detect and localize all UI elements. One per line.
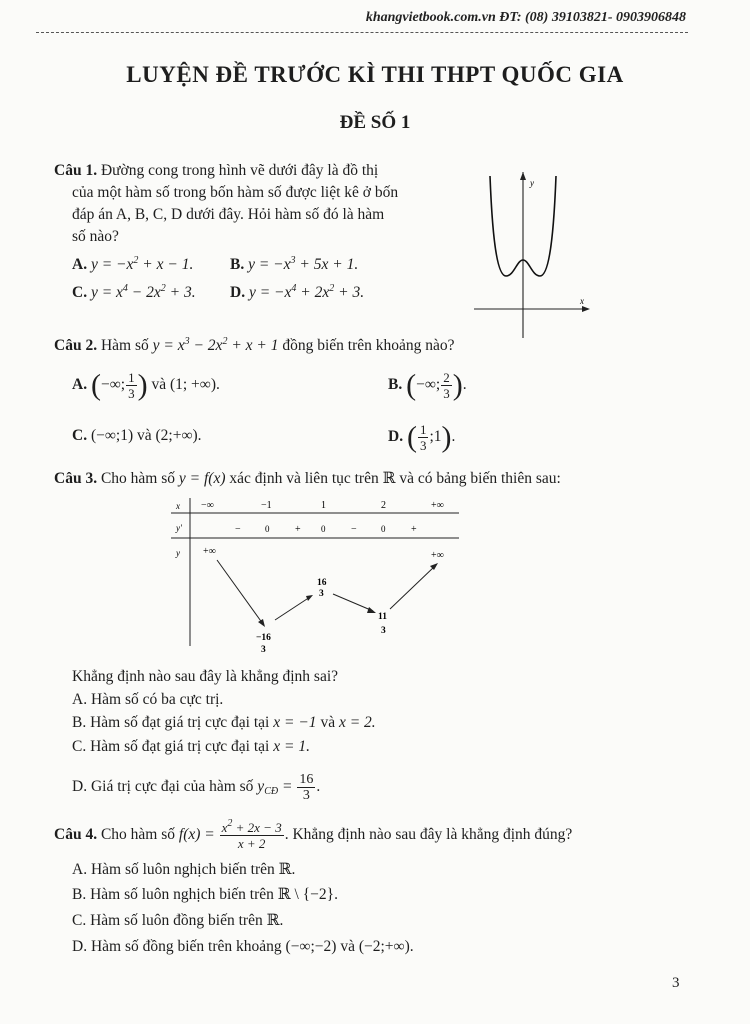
q3-option-c-text: C. Hàm số đạt giá trị cực đại tại: [72, 738, 270, 755]
vt-arrow-4: [390, 566, 435, 609]
vt-min2-num: 11: [378, 612, 387, 622]
q2-option-a-label: A.: [72, 376, 88, 394]
vt-arrow-1: [217, 560, 263, 624]
q4-option-a[interactable]: A. Hàm số luôn nghịch biến trên ℝ.: [72, 861, 296, 878]
q2-option-c[interactable]: C. (−∞;1) và (2;+∞).: [72, 427, 202, 444]
q3-option-b[interactable]: B. Hàm số đạt giá trị cực đại tại x = −1 và x = 2.: [72, 714, 376, 731]
q2-option-c-va: và: [137, 427, 152, 444]
vt-y-right: +∞: [431, 550, 444, 561]
q4-label: Câu 4.: [54, 826, 98, 844]
vt-max-num: 16: [317, 578, 327, 588]
q3-text-b: xác định và liên tục trên: [229, 470, 379, 487]
vt-y-left: +∞: [203, 546, 216, 557]
q4-option-b[interactable]: B. Hàm số luôn nghịch biến trên ℝ \ {−2}.: [72, 886, 338, 903]
q2-option-a-va: và: [151, 376, 167, 394]
q3-stem: Câu 3. Cho hàm số y = f(x) xác định và liên tục trên ℝ và có bảng biến thiên sau:: [54, 470, 561, 487]
page-number: 3: [672, 975, 680, 991]
q1-option-b[interactable]: B. $y = -x^3 + 5x + 1$.: [230, 255, 359, 273]
q1-option-b-label: B.: [230, 256, 245, 273]
graph-x-label: x: [580, 296, 584, 306]
vt-sign-3: 0: [321, 524, 326, 534]
q3-label: Câu 3.: [54, 470, 98, 487]
q3-option-b-va: và: [320, 714, 336, 731]
q1-text-2: của một hàm số trong bốn hàm số được liệt kê ở bốn: [72, 184, 399, 201]
vt-sign-4: −: [351, 524, 357, 535]
vt-row-y: y: [176, 548, 180, 558]
page-header: khangvietbook.com.vn ĐT: (08) 39103821- 0903906848: [365, 10, 686, 25]
q2-option-d-label: D.: [388, 428, 404, 446]
variation-table: [165, 494, 465, 656]
vt-arrow-3: [333, 594, 373, 611]
q3-option-b-text: B. Hàm số đạt giá trị cực đại tại: [72, 714, 270, 731]
q1-text-4: số nào?: [72, 228, 119, 245]
q3-option-a[interactable]: A. Hàm số có ba cực trị.: [72, 691, 224, 708]
q1-line-1: [54, 160, 378, 182]
q3-text-a: Cho hàm số: [100, 470, 176, 487]
q3-option-c[interactable]: C. Hàm số đạt giá trị cực đại tại x = 1.: [72, 738, 310, 755]
vt-x-1: −1: [261, 500, 272, 511]
graph-x-arrow: [582, 306, 590, 312]
q4-option-d-va: và: [340, 938, 355, 955]
vt-min2-den: 3: [381, 626, 386, 636]
q2-option-b-label: B.: [388, 376, 403, 394]
vt-min1-num: −16: [256, 633, 271, 643]
q2-option-a[interactable]: A. (−∞; $\frac{1}{3}$ ) và (1; +∞).: [72, 368, 220, 402]
vt-row-yp: y': [176, 523, 182, 533]
vt-sign-1: 0: [265, 524, 270, 534]
vt-row-x: x: [176, 501, 180, 511]
vt-sign-0: −: [235, 524, 241, 535]
q4-option-c[interactable]: C. Hàm số luôn đồng biến trên ℝ.: [72, 912, 284, 929]
q4-text-b: . Khẳng định nào sau đây là khẳng định đúng?: [284, 826, 573, 844]
header-rule: [36, 32, 688, 33]
q1-option-d-label: D.: [230, 284, 246, 301]
q1-option-c[interactable]: C. $y = x^4 - 2x^2 + 3$.: [72, 283, 196, 301]
vt-x-3: 2: [381, 500, 386, 511]
q1-option-c-label: C.: [72, 284, 88, 301]
q3-text-c: và có bảng biến thiên sau:: [399, 470, 561, 487]
q2-option-d[interactable]: D. ( $\frac{1}{3}$ ;1).: [388, 420, 456, 454]
q2-option-b[interactable]: B. (−∞; $\frac{2}{3}$ ).: [388, 368, 467, 402]
q4-text-a: Cho hàm số: [100, 826, 176, 844]
q2-option-c-label: C.: [72, 427, 88, 444]
q1-option-a[interactable]: A. $y = -x^2 + x - 1$.: [72, 255, 194, 273]
vt-sign-2: +: [295, 524, 301, 535]
vt-sign-6: +: [411, 524, 417, 535]
vt-sign-5: 0: [381, 524, 386, 534]
q3-option-d[interactable]: D. Giá trị cực đại của hàm số $y_{CĐ}$ = $\frac{16}{3}$ .: [72, 772, 321, 803]
vt-arrow-2: [275, 597, 310, 620]
q1-text-1: Đường cong trong hình vẽ dưới đây là đồ thị: [100, 162, 379, 179]
page-subtitle: ĐỀ SỐ 1: [339, 112, 411, 133]
q2-stem: Câu 2. Hàm số $y = x^3 - 2x^2 + x + 1$ đồng biến trên khoảng nào?: [54, 336, 455, 354]
q2-label: Câu 2.: [54, 337, 98, 354]
page-title: LUYỆN ĐỀ TRƯỚC KÌ THI THPT QUỐC GIA: [126, 62, 624, 87]
q3-option-d-text: D. Giá trị cực đại của hàm số: [72, 778, 254, 796]
graph-y-arrow: [520, 172, 526, 180]
vt-x-0: −∞: [201, 500, 214, 511]
vt-x-2: 1: [321, 500, 326, 511]
vt-max-den: 3: [319, 589, 324, 599]
q1-text-3: đáp án A, B, C, D dưới đây. Hỏi hàm số đó là hàm: [72, 206, 385, 223]
q4-option-d[interactable]: D. Hàm số đồng biến trên khoảng (−∞;−2) và (−2;+∞).: [72, 938, 414, 955]
q4-option-b-text: B. Hàm số luôn nghịch biến trên: [72, 886, 274, 903]
q1-option-a-label: A.: [72, 256, 88, 273]
q4-option-d-text: D. Hàm số đồng biến trên khoảng: [72, 938, 282, 955]
q1-label: Câu 1.: [54, 162, 98, 179]
vt-min1-den: 3: [261, 645, 266, 655]
q3-prompt: Khẳng định nào sau đây là khẳng định sai?: [72, 668, 339, 685]
vt-x-4: +∞: [431, 500, 444, 511]
q2-text-a: Hàm số: [100, 337, 149, 354]
q4-stem: Câu 4. Cho hàm số f(x) = $\frac{x^2 + 2x - 3}{x + 2}$ . Khẳng định nào sau đây là khẳng định đúng?: [54, 818, 573, 851]
q2-text-b: đồng biến trên khoảng nào?: [282, 337, 455, 354]
q1-graph: [470, 168, 595, 340]
q1-option-d[interactable]: D. $y = -x^4 + 2x^2 + 3$.: [230, 283, 365, 301]
graph-y-label: y: [530, 178, 534, 188]
